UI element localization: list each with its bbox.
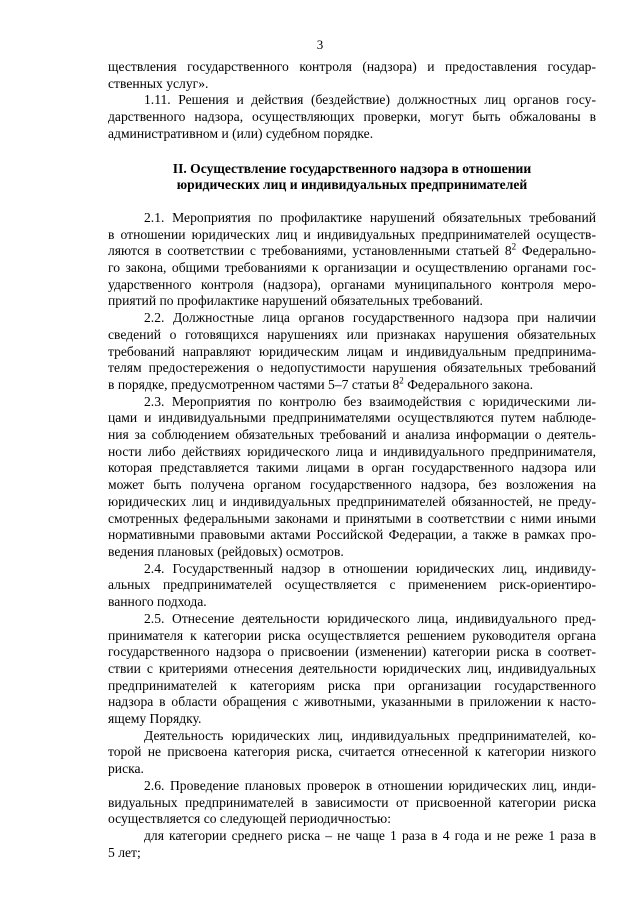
text-line: торой не присвоена категория риска, считается отнесенной к категории низкого (108, 744, 596, 760)
text-line: видуальных предпринимателей в зависимости от присвоенной категории риска (108, 794, 596, 810)
text-line: 1.11. Решения и действия (бездействие) должностных лиц органов госу- (144, 92, 596, 108)
text-line: смотренных федеральными законами и принятыми в соответствии с ними иными (108, 510, 596, 526)
text-line: для категории среднего риска – не чаще 1 раза в 4 года и не реже 1 раза в (144, 827, 596, 843)
section-heading-line: II. Осуществление государственного надзора в отношении (172, 160, 532, 176)
paragraph-2-3 (108, 394, 596, 561)
paragraph-continuation (108, 59, 596, 92)
text-line: альных предпринимателей осуществляется с применением риск-ориентиро- (108, 577, 596, 593)
paragraph-2-1 (108, 210, 596, 310)
text-line: ния за соблюдением обязательных требований и анализа информации о деятель- (108, 427, 596, 443)
section-heading-line: юридических лиц и индивидуальных предпринимателей (176, 177, 528, 193)
text-line: может быть получена органом государственного надзора, без возложения на (108, 477, 596, 493)
text-line: надзора в области обращения с животными, указанными в приложении к насто- (108, 694, 596, 710)
text-fragment: Федерального закона. (403, 376, 533, 392)
text-line: государственного надзора о присвоении (изменении) категории риска в соответ- (108, 644, 596, 660)
text-line: Деятельность юридических лиц, индивидуальных предпринимателей, ко- (144, 727, 596, 743)
text-line: 2.5. Отнесение деятельности юридического лица, индивидуального пред- (144, 610, 596, 626)
text-line: осуществляется со следующей периодичностью: (108, 811, 391, 827)
paragraph-2-2 (108, 310, 596, 394)
paragraph-2-6-item (108, 828, 596, 861)
text-line: ведения плановых (рейдовых) осмотров. (108, 543, 344, 559)
section-heading (108, 161, 596, 194)
text-line: риска. (108, 761, 144, 777)
text-line: предпринимателей к категориям риска при организации государственного (108, 677, 596, 693)
text-line: го закона, общими требованиями к организации и осуществлению органами гос- (108, 260, 596, 276)
page-number: 3 (316, 37, 324, 52)
superscript: 2 (399, 375, 404, 386)
text-line: телям предостережения о недопустимости нарушения обязательных требований (108, 360, 596, 376)
text-line: ящему Порядку. (108, 711, 202, 727)
paragraph-2-5-note (108, 728, 596, 778)
text-line: дарственного надзора, осуществляющих проверки, могут быть обжалованы в (108, 109, 596, 125)
text-line: принимателя к категории риска осуществляется решением руководителя органа (108, 627, 596, 643)
text-line (108, 243, 596, 260)
text-line: 2.2. Должностные лица органов государственного надзора при наличии (144, 310, 596, 326)
superscript: 2 (511, 241, 517, 252)
text-line: 2.1. Мероприятия по профилактике нарушений обязательных требований (144, 209, 596, 225)
text-line (108, 377, 596, 394)
text-line: административном и (или) судебном порядке. (108, 125, 374, 141)
text-line: требований направляют юридическим лицам и индивидуальным предпринима- (108, 343, 596, 359)
text-line: юридических лиц и индивидуальных предпринимателей обязанностей, не преду- (108, 493, 596, 509)
text-line: ванного подхода. (108, 594, 207, 610)
text-line: нормативными правовыми актами Российской Федерации, а также в рамках про- (108, 527, 596, 543)
text-line: 5 лет; (108, 844, 141, 860)
text-line: приятий по профилактике нарушений обязательных требований. (108, 293, 483, 309)
text-line: 2.3. Мероприятия по контролю без взаимодействия с юридическими ли- (144, 393, 596, 409)
paragraph-2-6 (108, 778, 596, 828)
text-line: ствии с критериями отнесения деятельности юридических лиц, индивидуальных (108, 660, 596, 676)
paragraph-2-4 (108, 561, 596, 611)
text-line: 2.6. Проведение плановых проверок в отношении юридических лиц, инди- (144, 777, 596, 793)
text-line: ности либо действиях юридического лица и индивидуального предпринимателя, (108, 443, 596, 459)
document-body (108, 59, 596, 861)
text-line: которая представляется такими лицами в орган государственного надзора или (108, 460, 596, 476)
text-fragment: Федерально- (516, 243, 596, 259)
text-line: цами и индивидуальными предпринимателями осуществляются путем наблюде- (108, 410, 596, 426)
text-line: 2.4. Государственный надзор в отношении юридических лиц, индивиду- (144, 560, 596, 576)
text-line: ственных услуг». (108, 75, 209, 91)
text-line: ударственного контроля (надзора), органами муниципального контроля меро- (108, 276, 596, 292)
text-line: ществления государственного контроля (надзора) и предоставления государ- (108, 59, 596, 74)
text-fragment: ляются в соответствии с требованиями, установленными статьей 8 (108, 243, 512, 259)
text-line: сведений о готовящихся нарушениях или признаках нарушения обязательных (108, 326, 596, 342)
text-fragment: в порядке, предусмотренном частями 5–7 статьи 8 (108, 376, 400, 392)
text-line: в отношении юридических лиц и индивидуальных предпринимателей осуществ- (108, 226, 596, 242)
paragraph-2-5 (108, 611, 596, 728)
paragraph-1-11 (108, 92, 596, 142)
